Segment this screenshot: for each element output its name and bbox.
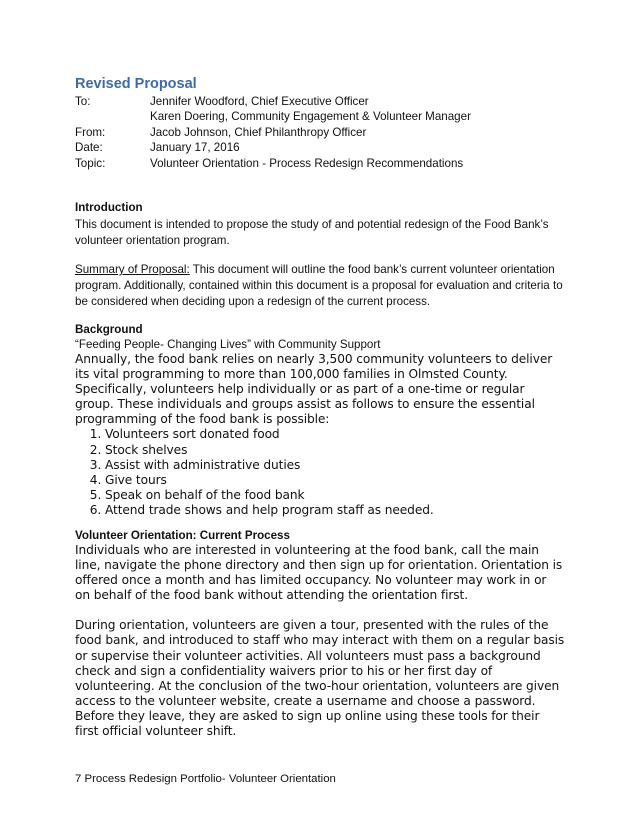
background-section [75,322,565,518]
page-footer: 7 Process Redesign Portfolio- Volunteer Orientation [75,773,336,785]
current-process-paragraph-1: Individuals who are interested in volunteering at the food bank, call the main line, navigate the phone directory and then sign up for orientation. Orientation is offered once a month and has limited occupancy. No volunteer may work in or on behalf of the food bank without attending the orientation first. [75,543,563,603]
memo-date-row [75,140,595,155]
memo-header [75,94,595,171]
introduction-text: This document is intended to propose the study of and potential redesign of the Food Bank’s volunteer orientation program. [75,218,549,247]
memo-date-value: January 17, 2016 [150,141,240,155]
current-process-heading: Volunteer Orientation: Current Process [75,529,290,542]
memo-topic-row [75,156,595,171]
memo-to-row [75,94,595,109]
memo-to-value-2: Karen Doering, Community Engagement & Volunteer Manager [150,110,471,124]
memo-topic-label: Topic: [75,156,106,170]
memo-to-row-2 [75,109,595,124]
document-title: Revised Proposal [75,76,197,92]
introduction-heading: Introduction [75,201,143,214]
memo-from-value: Jacob Johnson, Chief Philanthropy Officer [150,125,367,139]
background-list [75,427,565,518]
list-item: 4. Give tours [105,473,565,488]
memo-to-label: To: [75,95,91,108]
current-process-paragraph-2: During orientation, volunteers are given a tour, presented with the rules of the food bank, and introduced to staff who may interact with them on a regular basis or supervise their volunteer activities. All volunteers must pass a background check and sign a confidentiality waivers prior to his or her first day of volunteering. At the conclusion of the two-hour orientation, volunteers are given access to the volunteer website, create a username and choose a password. Before they leave, they are asked to sign up online using these tools for their first official volunteer shift. [75,618,565,739]
memo-from-row [75,125,595,140]
summary-text: This document will outline the food bank’s current volunteer orientation program. Additionally, contained within this document is a proposal for evaluation and criteria to be considered when deciding upon a redesign of the current process. [75,263,563,308]
background-text: Annually, the food bank relies on nearly 3,500 community volunteers to deliver its vital programming to more than 100,000 families in Olmsted County. Specifically, volunteers help individually or as part of a one-time or regular group. These individuals and groups assist as follows to ensure the essential programming of the food bank is possible: [75,352,553,427]
memo-from-label: From: [75,125,106,139]
introduction-section [75,200,575,249]
list-item: 2. Stock shelves [105,443,565,458]
memo-to-value-1: Jennifer Woodford, Chief Executive Officer [150,95,369,108]
background-subheading: “Feeding People- Changing Lives” with Community Support [75,338,381,351]
list-item: 6. Attend trade shows and help program staff as needed. [105,503,565,518]
background-heading: Background [75,323,143,336]
memo-date-label: Date: [75,141,103,155]
memo-topic-value: Volunteer Orientation - Process Redesign Recommendations [150,156,464,170]
list-item: 1. Volunteers sort donated food [105,427,565,442]
list-item: 3. Assist with administrative duties [105,458,565,473]
summary-paragraph [75,262,575,310]
summary-label: Summary of Proposal: [75,263,190,276]
list-item: 5. Speak on behalf of the food bank [105,488,565,503]
current-process-section [75,528,565,739]
